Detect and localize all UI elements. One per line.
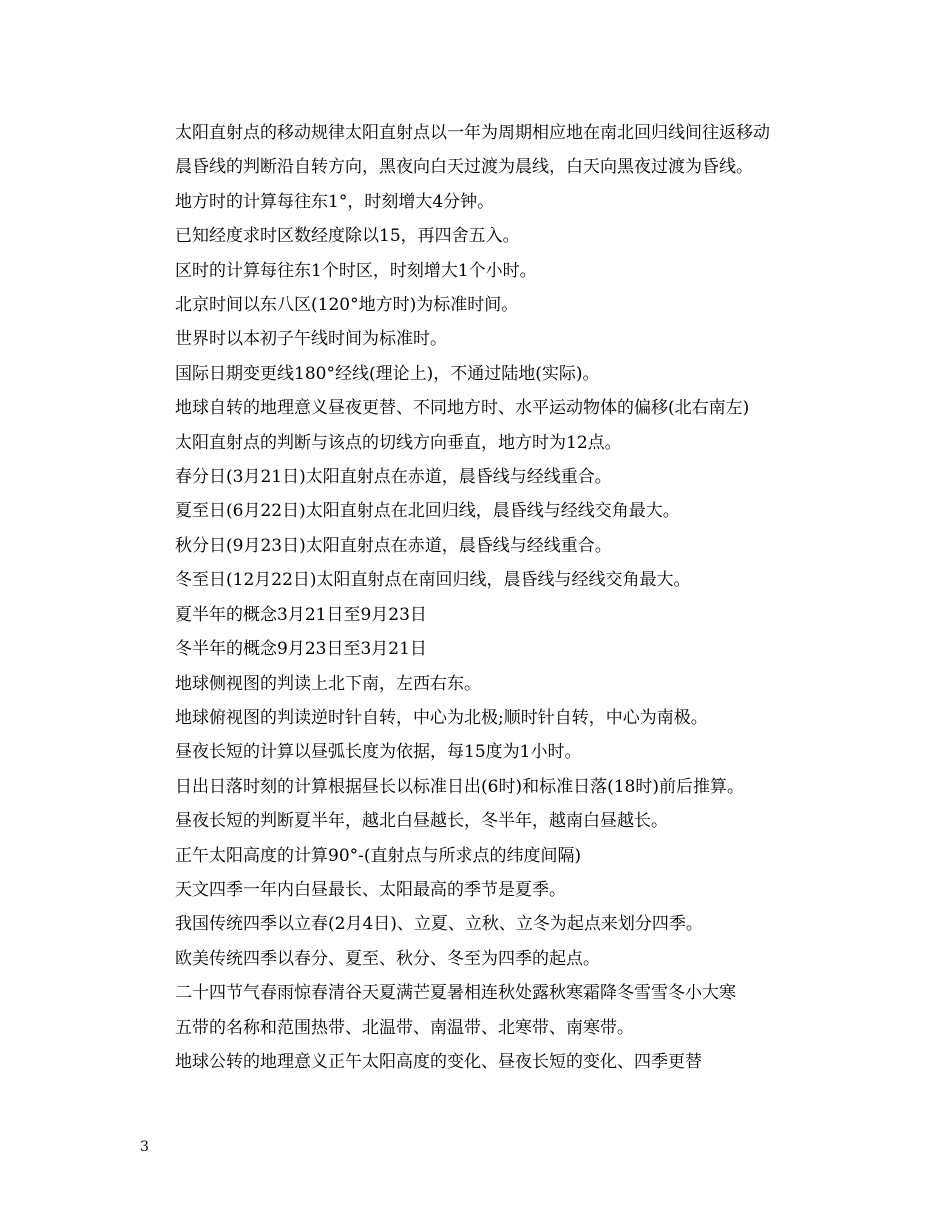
paragraph-5: 区时的计算每往东1个时区，时刻增大1个小时。	[175, 260, 537, 281]
paragraph-7: 世界时以本初子午线时间为标准时。	[175, 329, 447, 350]
paragraph-6: 北京时间以东八区(120°地方时)为标准时间。	[175, 295, 519, 316]
paragraph-8: 国际日期变更线180°经线(理论上)，不通过陆地(实际)。	[175, 363, 600, 384]
paragraph-17: 地球侧视图的判读上北下南，左西右东。	[175, 673, 481, 694]
paragraph-23: 天文四季一年内白昼最长、太阳最高的季节是夏季。	[175, 879, 566, 900]
paragraph-25: 欧美传统四季以春分、夏至、秋分、冬至为四季的起点。	[175, 948, 600, 969]
paragraph-18: 地球俯视图的判读逆时针自转，中心为北极;顺时针自转，中心为南极。	[175, 707, 708, 728]
paragraph-26: 二十四节气春雨惊春清谷天夏满芒夏暑相连秋处露秋寒霜降冬雪雪冬小大寒	[175, 983, 736, 1004]
paragraph-19: 昼夜长短的计算以昼弧长度为依据，每15度为1小时。	[175, 742, 582, 763]
paragraph-10: 太阳直射点的判断与该点的切线方向垂直，地方时为12点。	[175, 432, 622, 453]
paragraph-24: 我国传统四季以立春(2月4日)、立夏、立秋、立冬为起点来划分四季。	[175, 914, 703, 935]
paragraph-2: 晨昏线的判断沿自转方向，黑夜向白天过渡为晨线，白天向黑夜过渡为昏线。	[175, 157, 753, 178]
paragraph-27: 五带的名称和范围热带、北温带、南温带、北寒带、南寒带。	[175, 1017, 634, 1038]
paragraph-14: 冬至日(12月22日)太阳直射点在南回归线，晨昏线与经线交角最大。	[175, 570, 691, 591]
paragraph-9: 地球自转的地理意义昼夜更替、不同地方时、水平运动物体的偏移(北右南左)	[175, 398, 750, 419]
document-body	[140, 116, 820, 1079]
paragraph-1: 太阳直射点的移动规律太阳直射点以一年为周期相应地在南北回归线间往返移动	[175, 123, 770, 143]
paragraph-22: 正午太阳高度的计算90°-(直射点与所求点的纬度间隔)	[175, 845, 582, 866]
paragraph-21: 昼夜长短的判断夏半年，越北白昼越长，冬半年，越南白昼越长。	[175, 811, 668, 832]
paragraph-20: 日出日落时刻的计算根据昼长以标准日出(6时)和标准日落(18时)前后推算。	[175, 776, 744, 797]
page-number: 3	[140, 1139, 149, 1155]
paragraph-3: 地方时的计算每往东1°，时刻增大4分钟。	[175, 191, 495, 212]
paragraph-12: 夏至日(6月22日)太阳直射点在北回归线，晨昏线与经线交角最大。	[175, 501, 680, 522]
paragraph-28: 地球公转的地理意义正午太阳高度的变化、昼夜长短的变化、四季更替	[175, 1051, 702, 1072]
paragraph-13: 秋分日(9月23日)太阳直射点在赤道，晨昏线与经线重合。	[175, 535, 612, 556]
paragraph-15: 夏半年的概念3月21日至9月23日	[175, 604, 427, 625]
paragraph-16: 冬半年的概念9月23日至3月21日	[175, 639, 427, 660]
paragraph-11: 春分日(3月21日)太阳直射点在赤道，晨昏线与经线重合。	[175, 467, 612, 488]
paragraph-4: 已知经度求时区数经度除以15，再四舍五入。	[175, 226, 520, 247]
